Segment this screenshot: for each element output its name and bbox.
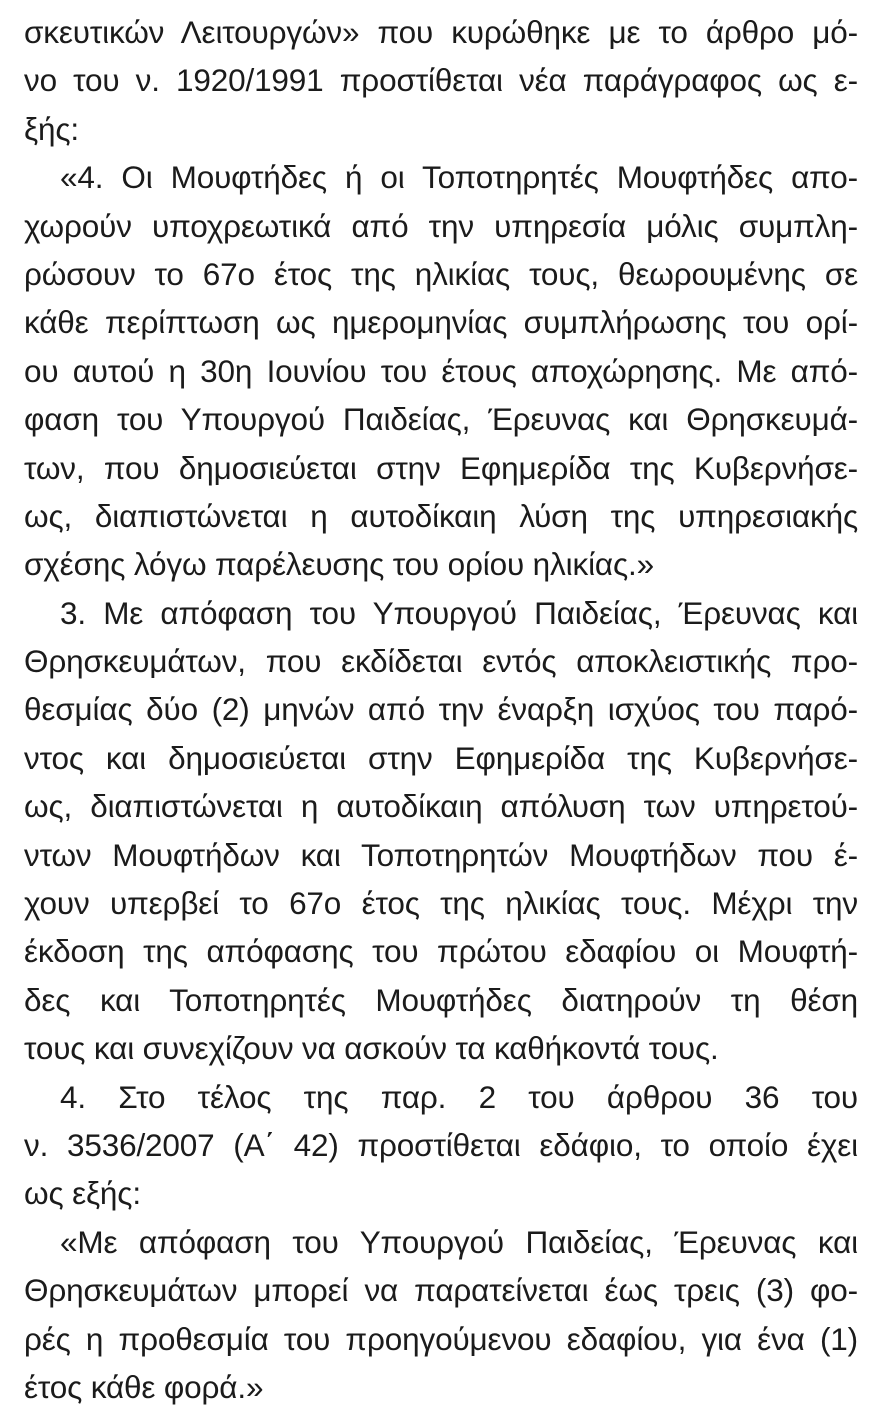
- paragraph-4: [24, 1073, 858, 1218]
- quoted-paragraph-4: [24, 153, 858, 589]
- paragraph-intro: [24, 8, 858, 153]
- text-line: Θρησκευμάτων μπορεί να παρατείνεται έως τρεις (3) φο-: [24, 1272, 858, 1309]
- text-line: φαση του Υπουργού Παιδείας, Έρευνας και Θρησκευμά-: [24, 401, 858, 438]
- text-line: ως, διαπιστώνεται η αυτοδίκαιη λύση της υπηρεσιακής: [24, 497, 858, 534]
- text-line: σχέσης λόγω παρέλευσης του ορίου ηλικίας.»: [24, 546, 654, 583]
- text-line: ξής:: [24, 110, 79, 147]
- text-line: ως, διαπιστώνεται η αυτοδίκαιη απόλυση των υπηρετού-: [24, 788, 858, 825]
- paragraph-3: [24, 589, 858, 1073]
- text-line: θεσμίας δύο (2) μηνών από την έναρξη ισχύος του παρό-: [24, 691, 858, 728]
- text-line: ντος και δημοσιεύεται στην Εφημερίδα της Κυβερνήσε-: [24, 739, 858, 776]
- text-line: ως εξής:: [24, 1175, 141, 1212]
- quoted-paragraph-deadline: [24, 1218, 858, 1411]
- text-line: ρώσουν το 67ο έτος της ηλικίας τους, θεωρουμένης σε: [24, 255, 858, 292]
- text-line: κάθε περίπτωση ως ημερομηνίας συμπλήρωσης του ορί-: [24, 304, 858, 341]
- text-line: έκδοση της απόφασης του πρώτου εδαφίου οι Μουφτή-: [24, 933, 858, 970]
- text-line: νο του ν. 1920/1991 προστίθεται νέα παράγραφος ως ε-: [24, 62, 858, 99]
- text-line: σκευτικών Λειτουργών» που κυρώθηκε με το άρθρο μό-: [24, 14, 858, 50]
- text-line: «4. Οι Μουφτήδες ή οι Τοποτηρητές Μουφτήδες απο-: [60, 159, 858, 196]
- text-line: τους και συνεχίζουν να ασκούν τα καθήκοντά τους.: [24, 1030, 719, 1067]
- text-line: των, που δημοσιεύεται στην Εφημερίδα της Κυβερνήσε-: [24, 449, 858, 486]
- text-line: 4. Στο τέλος της παρ. 2 του άρθρου 36 του: [60, 1078, 858, 1115]
- text-line: ρές η προθεσμία του προηγούμενου εδαφίου, για ένα (1): [24, 1320, 858, 1357]
- text-line: χωρούν υποχρεωτικά από την υπηρεσία μόλις συμπλη-: [24, 207, 858, 244]
- text-line: χουν υπερβεί το 67ο έτος της ηλικίας τους. Μέχρι την: [24, 885, 858, 922]
- text-line: ου αυτού η 30η Ιουνίου του έτους αποχώρησης. Με από-: [24, 352, 858, 389]
- text-line: Θρησκευμάτων, που εκδίδεται εντός αποκλειστικής προ-: [24, 643, 858, 680]
- text-line: «Με απόφαση του Υπουργού Παιδείας, Έρευνας και: [60, 1223, 858, 1260]
- text-line: ντων Μουφτήδων και Τοποτηρητών Μουφτήδων που έ-: [24, 836, 858, 873]
- text-line: δες και Τοποτηρητές Μουφτήδες διατηρούν τη θέση: [24, 981, 858, 1018]
- text-line: 3. Με απόφαση του Υπουργού Παιδείας, Έρευνας και: [60, 594, 858, 631]
- text-line: ν. 3536/2007 (Α΄ 42) προστίθεται εδάφιο, το οποίο έχει: [24, 1126, 858, 1163]
- text-line: έτος κάθε φορά.»: [24, 1368, 264, 1405]
